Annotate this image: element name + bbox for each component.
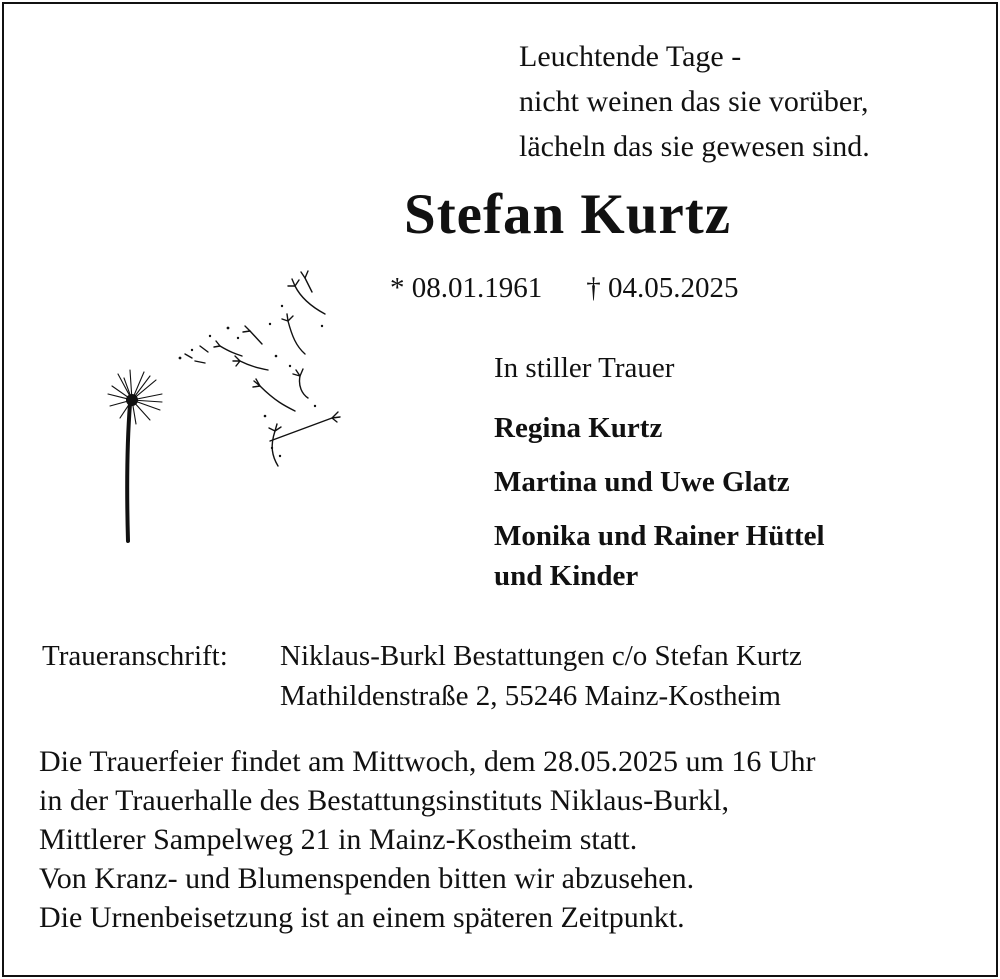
poem-line: Leuchtende Tage - [519, 40, 742, 73]
mourning-intro: In stiller Trauer [494, 352, 675, 384]
mourner-name: Martina und Uwe Glatz [494, 466, 790, 498]
address-line: Mathildenstraße 2, 55246 Mainz-Kostheim [280, 680, 781, 712]
obituary-card [2, 2, 998, 977]
ceremony-line: in der Trauerhalle des Bestattungsinstituts Niklaus-Burkl, [39, 784, 729, 817]
mourning-address [42, 636, 802, 716]
poem-line: lächeln das sie gewesen sind. [519, 130, 870, 163]
ceremony-line: Mittlerer Sampelweg 21 in Mainz-Kostheim statt. [39, 823, 638, 856]
address-label: Traueranschrift: [42, 640, 228, 672]
birth-date: * 08.01.1961 [390, 272, 543, 304]
dandelion-icon [100, 266, 350, 546]
death-date: † 04.05.2025 [586, 272, 739, 304]
ceremony-line: Von Kranz- und Blumenspenden bitten wir abzusehen. [39, 862, 695, 895]
ceremony-line: Die Trauerfeier findet am Mittwoch, dem 28.05.2025 um 16 Uhr [39, 745, 816, 778]
life-dates [390, 272, 739, 305]
ceremony-text [39, 742, 816, 937]
ceremony-line: Die Urnenbeisetzung ist an einem späteren Zeitpunkt. [39, 901, 685, 934]
mourner-name: und Kinder [494, 560, 639, 592]
poem [519, 34, 870, 169]
mourner-list [494, 408, 825, 596]
address-line: Niklaus-Burkl Bestattungen c/o Stefan Kurtz [280, 640, 802, 672]
mourner-name: Regina Kurtz [494, 412, 663, 444]
mourner-name: Monika und Rainer Hüttel [494, 520, 825, 552]
poem-line: nicht weinen das sie vorüber, [519, 85, 869, 118]
deceased-name: Stefan Kurtz [404, 183, 732, 246]
